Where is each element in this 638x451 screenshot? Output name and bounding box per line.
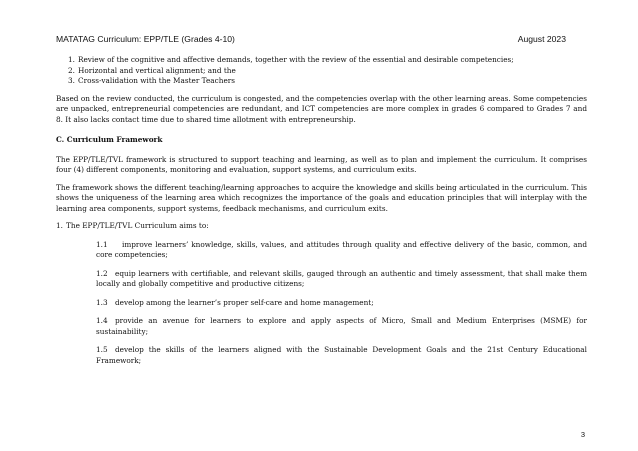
list-item	[56, 55, 587, 66]
list-text: Cross-validation with the Master Teachers	[78, 76, 235, 85]
framework-paragraph-1: The EPP/TLE/TVL framework is structured to support teaching and learning, as well as to plan and implement the curriculum. It comprises four (4) different components, monitoring and evaluation, support systems, and curriculum exits.	[56, 154, 587, 174]
review-list	[56, 55, 587, 87]
aims-lead	[56, 221, 587, 232]
aim-item	[96, 316, 587, 337]
aim-item	[96, 345, 587, 366]
document-body	[56, 55, 587, 366]
aim-text: improve learners’ knowledge, skills, values, and attitudes through quality and effective delivery of the basic, common, and core competencies;	[96, 239, 587, 259]
aim-number: 1.1	[96, 239, 108, 249]
aim-text: develop among the learner’s proper self-care and home management;	[115, 297, 374, 307]
page-number: 3	[580, 430, 585, 439]
aim-item	[96, 269, 587, 290]
list-number: 1.	[56, 221, 63, 230]
list-item	[56, 76, 587, 87]
list-number: 3.	[68, 76, 75, 85]
aim-item	[96, 298, 587, 309]
list-text: Horizontal and vertical alignment; and the	[78, 65, 236, 75]
list-number: 1.	[68, 55, 75, 64]
review-findings-paragraph: Based on the review conducted, the curriculum is congested, and the competencies overlap with the other learning areas. Some competencies are unpacked, entrepreneurial competencies are redundant, and ICT competencies are more complex in grades 6 compared to Grades 7 and 8. It also lacks contact time due to shared time allotment with entrepreneurship.	[56, 93, 587, 124]
aim-number: 1.2	[96, 268, 108, 278]
aim-number: 1.4	[96, 316, 108, 325]
aim-number: 1.3	[96, 297, 108, 307]
aim-item	[96, 240, 587, 261]
section-heading: C. Curriculum Framework	[56, 135, 163, 144]
aim-text: develop the skills of the learners aligned with the Sustainable Development Goals and the 21st Century Educational Framework;	[96, 345, 587, 365]
aim-text: provide an avenue for learners to explore and apply aspects of Micro, Small and Medium Enterprises (MSME) for sustainability;	[96, 316, 587, 336]
aim-text: equip learners with certifiable, and relevant skills, gauged through an authentic and timely assessment, that shall make them locally and globally competitive and productive citizens;	[96, 268, 587, 288]
aim-number: 1.5	[96, 345, 108, 354]
list-number: 2.	[68, 65, 75, 75]
header-title: MATATAG Curriculum: EPP/TLE (Grades 4-10)	[56, 34, 235, 44]
list-text: Review of the cognitive and affective demands, together with the review of the essential and desirable competencies;	[78, 55, 514, 64]
aims-lead-text: The EPP/TLE/TVL Curriculum aims to:	[66, 221, 209, 230]
list-item	[56, 66, 587, 77]
header-date: August 2023	[517, 34, 566, 44]
framework-paragraph-2: The framework shows the different teaching/learning approaches to acquire the knowledge and skills being articulated in the curriculum. This shows the uniqueness of the learning area which recognizes the importance of the goals and education principles that will interplay with the learning area components, support systems, feedback mechanisms, and curriculum exits.	[56, 182, 587, 213]
